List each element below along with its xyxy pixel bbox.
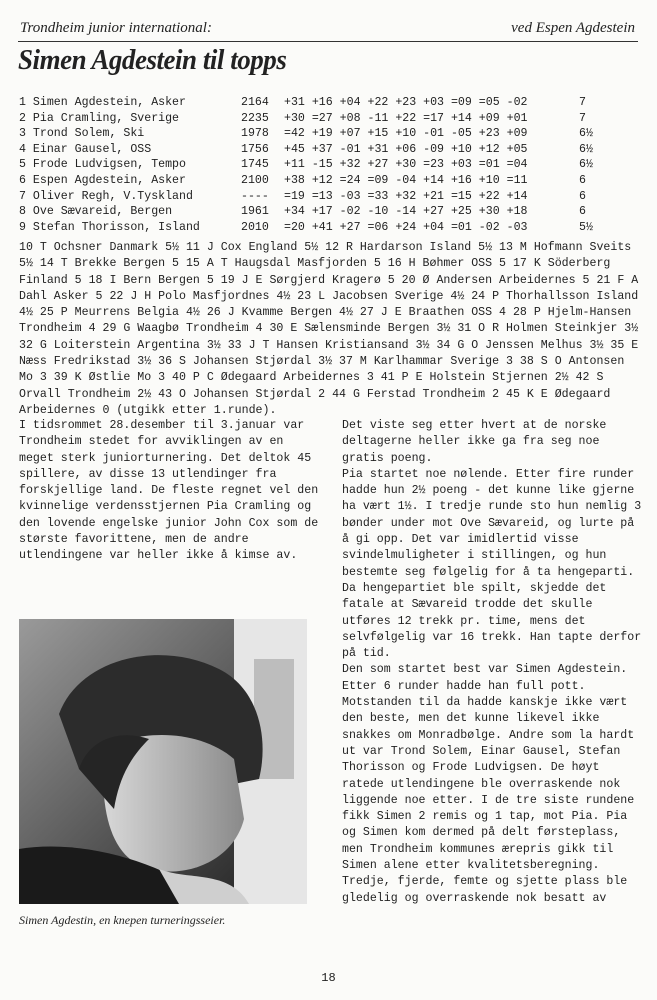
player-name: 6 Espen Agdestein, Asker — [19, 173, 186, 187]
player-name: 5 Frode Ludvigsen, Tempo — [19, 158, 186, 172]
total-points: 6 — [579, 205, 586, 219]
total-points: 6½ — [579, 127, 593, 141]
standings-row — [19, 220, 619, 236]
remaining-results: 10 T Ochsner Danmark 5½ 11 J Cox England 5½ 12 R Hardarson Island 5½ 13 M Hofmann Sveits 5½ 14 T Brekke Bergen 5 15 A T Haugsdal Masfjorden 5 16 H Bøhmer OSS 5 17 K Söderberg Finland 5 18 I Bern Bergen 5 19 J E Sørgjerd Kragerø 5 20 Ø Andersen Arbeidernes 5 21 F A Dahl Asker 5 22 J H Polo Masfjordnes 4½ 23 L Jacobsen Sverige 4½ 24 P Thorhallsson Island 4½ 25 P Meurrens Belgia 4½ 26 J Kvamme Bergen 4½ 27 J E Braathen OSS 4 28 P Hjelm-Hansen Trondheim 4 29 G Waagbø Trondheim 4 30 E Sælensminde Bergen 3½ 31 O R Holmen Steinkjer 3½ 32 G Loiterstein Argentina 3½ 33 J T Hansen Kristiansand 3½ 34 G O Jenssen Melhus 3½ 35 E Næss Fredrikstad 3½ 36 S Johansen Stjørdal 3½ 37 M Karlhammar Sverige 3 38 S O Antonsen Mo 3 39 K Østlie Mo 3 40 P C Ødegaard Arbeidernes 3 41 P E Holstein Stjernen 2½ 42 S Orvall Trondheim 2½ 43 O Johansen Stjørdal 2 44 G Ferstad Trondheim 2 45 K E Ødegaard Arbeidernes 0 (utgikk etter 1.runde). — [19, 241, 639, 417]
standings-row — [19, 204, 619, 220]
player-rating: 2164 — [241, 96, 269, 109]
player-name: 8 Ove Sævareid, Bergen — [19, 205, 173, 219]
player-rating: ---- — [241, 189, 269, 203]
player-rating: 2100 — [241, 173, 269, 187]
player-name: 9 Stefan Thorisson, Island — [19, 220, 200, 234]
photo-caption: Simen Agdestin, en knepen turneringsseier. — [19, 913, 226, 927]
player-rating: 1978 — [241, 127, 269, 141]
round-results: =42 +19 +07 +15 +10 -01 -05 +23 +09 — [284, 127, 528, 141]
round-results: =19 =13 -03 =33 +32 +21 =15 +22 +14 — [284, 189, 528, 203]
standings-row — [19, 95, 619, 111]
player-name: 7 Oliver Regh, V.Tyskland — [19, 189, 193, 203]
round-results: +31 +16 +04 +22 +23 +03 =09 =05 -02 — [284, 96, 528, 109]
player-rating: 2235 — [241, 111, 269, 125]
round-results: +45 +37 -01 +31 +06 -09 +10 +12 +05 — [284, 142, 528, 156]
standings-row — [19, 189, 619, 205]
player-rating: 1961 — [241, 205, 269, 219]
header-rule — [18, 41, 638, 42]
total-points: 7 — [579, 111, 586, 125]
article-paragraph: Pia startet noe nølende. Etter fire runder hadde hun 2½ poeng - det kunne like gjerne ha vært 1½. I tredje runde sto hun nemlig 3 bønder under mot Ove Sævareid, og lurte på å gi opp. Det var imidlertid visse svindelmuligheter i stillingen, og hun bestemte seg følgelig for å ta hengeparti. Da hengepartiet ble spilt, skjedde det fatale at Sævareid trodde det skulle utføres 12 trekk pr. time, mens det selvfølgelig var 16 trekk. Han tapte derfor på tid. — [342, 467, 642, 661]
round-results: +34 +17 -02 -10 -14 +27 +25 +30 +18 — [284, 205, 528, 219]
article-left-column: I tidsrommet 28.desember til 3.januar var Trondheim stedet for avviklingen av en meget sterk juniorturnering. Det deltok 45 spillere, av disse 13 utlendinger fra forskjellige land. De fleste regnet vel den kvinnelige verdensstjernen Pia Cramling og den lovende engelske junior John Cox som de største favorittene, men de andre utlendingene var heller ikke å kimse av. — [19, 419, 319, 563]
standings-row — [19, 126, 619, 142]
round-results: +38 +12 =24 =09 -04 +14 +16 +10 =11 — [284, 173, 528, 187]
portrait-image — [19, 619, 307, 904]
player-name: 2 Pia Cramling, Sverige — [19, 111, 180, 125]
total-points: 6 — [579, 173, 586, 187]
player-name: 1 Simen Agdestein, Asker — [19, 96, 186, 109]
round-results: =20 +41 +27 =06 +24 +04 =01 -02 -03 — [284, 220, 528, 234]
round-results: +11 -15 +32 +27 +30 =23 +03 =01 =04 — [284, 158, 528, 172]
article-headline: Simen Agdestein til topps — [18, 44, 287, 76]
article-byline: ved Espen Agdestein — [511, 20, 635, 36]
total-points: 6 — [579, 189, 586, 203]
total-points: 7 — [579, 96, 586, 109]
article-paragraph: Den som startet best var Simen Agdestein. Etter 6 runder hadde han full pott. Motstanden til da hadde kanskje ikke vært den beste, men det kunne likevel ikke snakkes om Monradbølge. Andre som la hardt ut var Trond Solem, Einar Gausel, Stefan Thorisson og Frode Ludvigsen. De høyt ratede utlendingene ble overraskende nok liggende noe etter. I de tre siste rundene fikk Simen 2 remis og 1 tap, mot Pia. Pia og Simen kom dermed på delt førsteplass, men Trondheim kommunes ærepris gikk til Simen alene etter kvalitetsberegning. Tredje, fjerde, femte og sjette plass ble gledelig og overraskende nok besatt av — [342, 663, 635, 905]
article-right-column — [342, 418, 642, 907]
total-points: 5½ — [579, 220, 593, 234]
player-rating: 2010 — [241, 220, 269, 234]
player-name: 3 Trond Solem, Ski — [19, 127, 145, 141]
player-name: 4 Einar Gausel, OSS — [19, 142, 152, 156]
standings-row — [19, 173, 619, 189]
standings-row — [19, 111, 619, 127]
article-paragraph: Det viste seg etter hvert at de norske deltagerne heller ikke ga fra seg noe gratis poeng. — [342, 419, 607, 465]
standings-table — [19, 95, 619, 235]
total-points: 6½ — [579, 158, 593, 172]
player-photo — [19, 619, 307, 904]
player-rating: 1756 — [241, 142, 269, 156]
player-rating: 1745 — [241, 158, 269, 172]
page-number: 18 — [321, 971, 336, 985]
total-points: 6½ — [579, 142, 593, 156]
standings-row — [19, 142, 619, 158]
article-kicker: Trondheim junior international: — [20, 20, 212, 36]
round-results: +30 =27 +08 -11 +22 =17 +14 +09 +01 — [284, 111, 528, 125]
standings-row — [19, 157, 619, 173]
